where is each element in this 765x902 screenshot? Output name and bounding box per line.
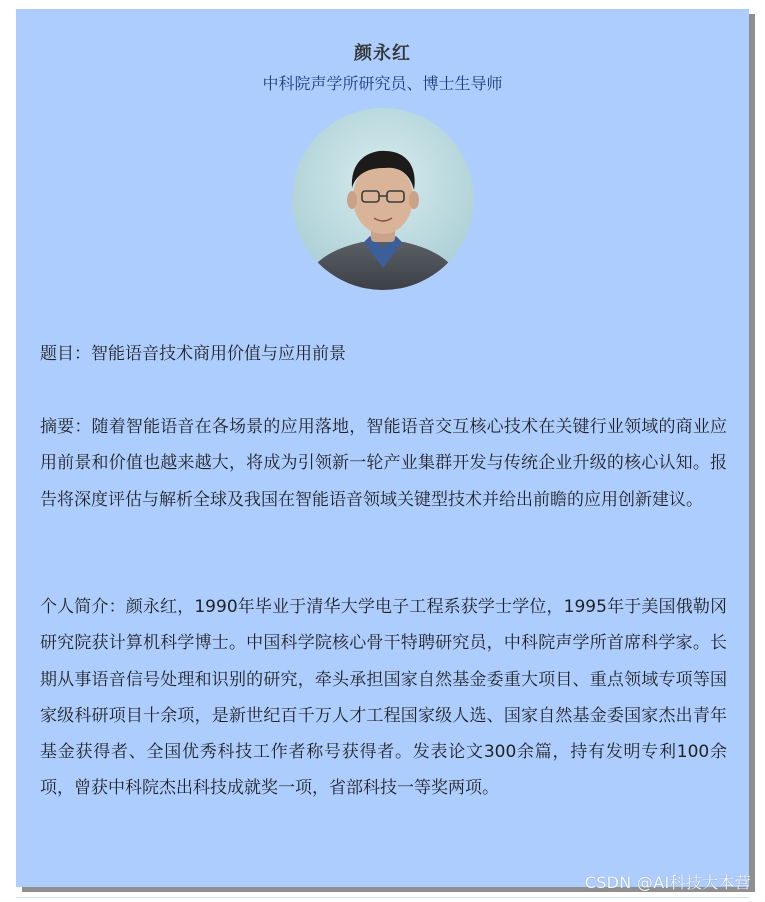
csdn-watermark: CSDN @AI科技大本营 <box>584 873 751 892</box>
speaker-name: 颜永红 <box>354 43 411 64</box>
speaker-photo <box>292 108 474 290</box>
speaker-card <box>16 9 749 887</box>
speaker-bio: 个人简介：颜永红，1990年毕业于清华大学电子工程系获学士学位，1995年于美国俄勒冈研究院获计算机科学博士。中国科学院核心骨干特聘研究员，中科院声学所首席科学家。长期从事语音信号处理和识别的研究，牵头承担国家自然基金委重大项目、重点领域专项等国家级科研项目十余项，是新世纪百千万人才工程国家级人选、国家自然基金委国家杰出青年基金获得者、全国优秀科技工作者称号获得者。发表论文300余篇，持有发明专利100余项，曾获中科院杰出科技成就奖一项，省部科技一等奖两项。 <box>40 597 727 799</box>
bottom-divider <box>16 897 749 898</box>
talk-topic: 题目：智能语音技术商用价值与应用前景 <box>40 344 346 364</box>
speaker-title: 中科院声学所研究员、博士生导师 <box>262 74 503 93</box>
talk-abstract: 摘要：随着智能语音在各场景的应用落地，智能语音交互核心技术在关键行业领域的商业应用前景和价值也越来越大，将成为引领新一轮产业集群开发与传统企业升级的核心认知。报告将深度评估与解析全球及我国在智能语音领域关键型技术并给出前瞻的应用创新建议。 <box>40 417 727 510</box>
